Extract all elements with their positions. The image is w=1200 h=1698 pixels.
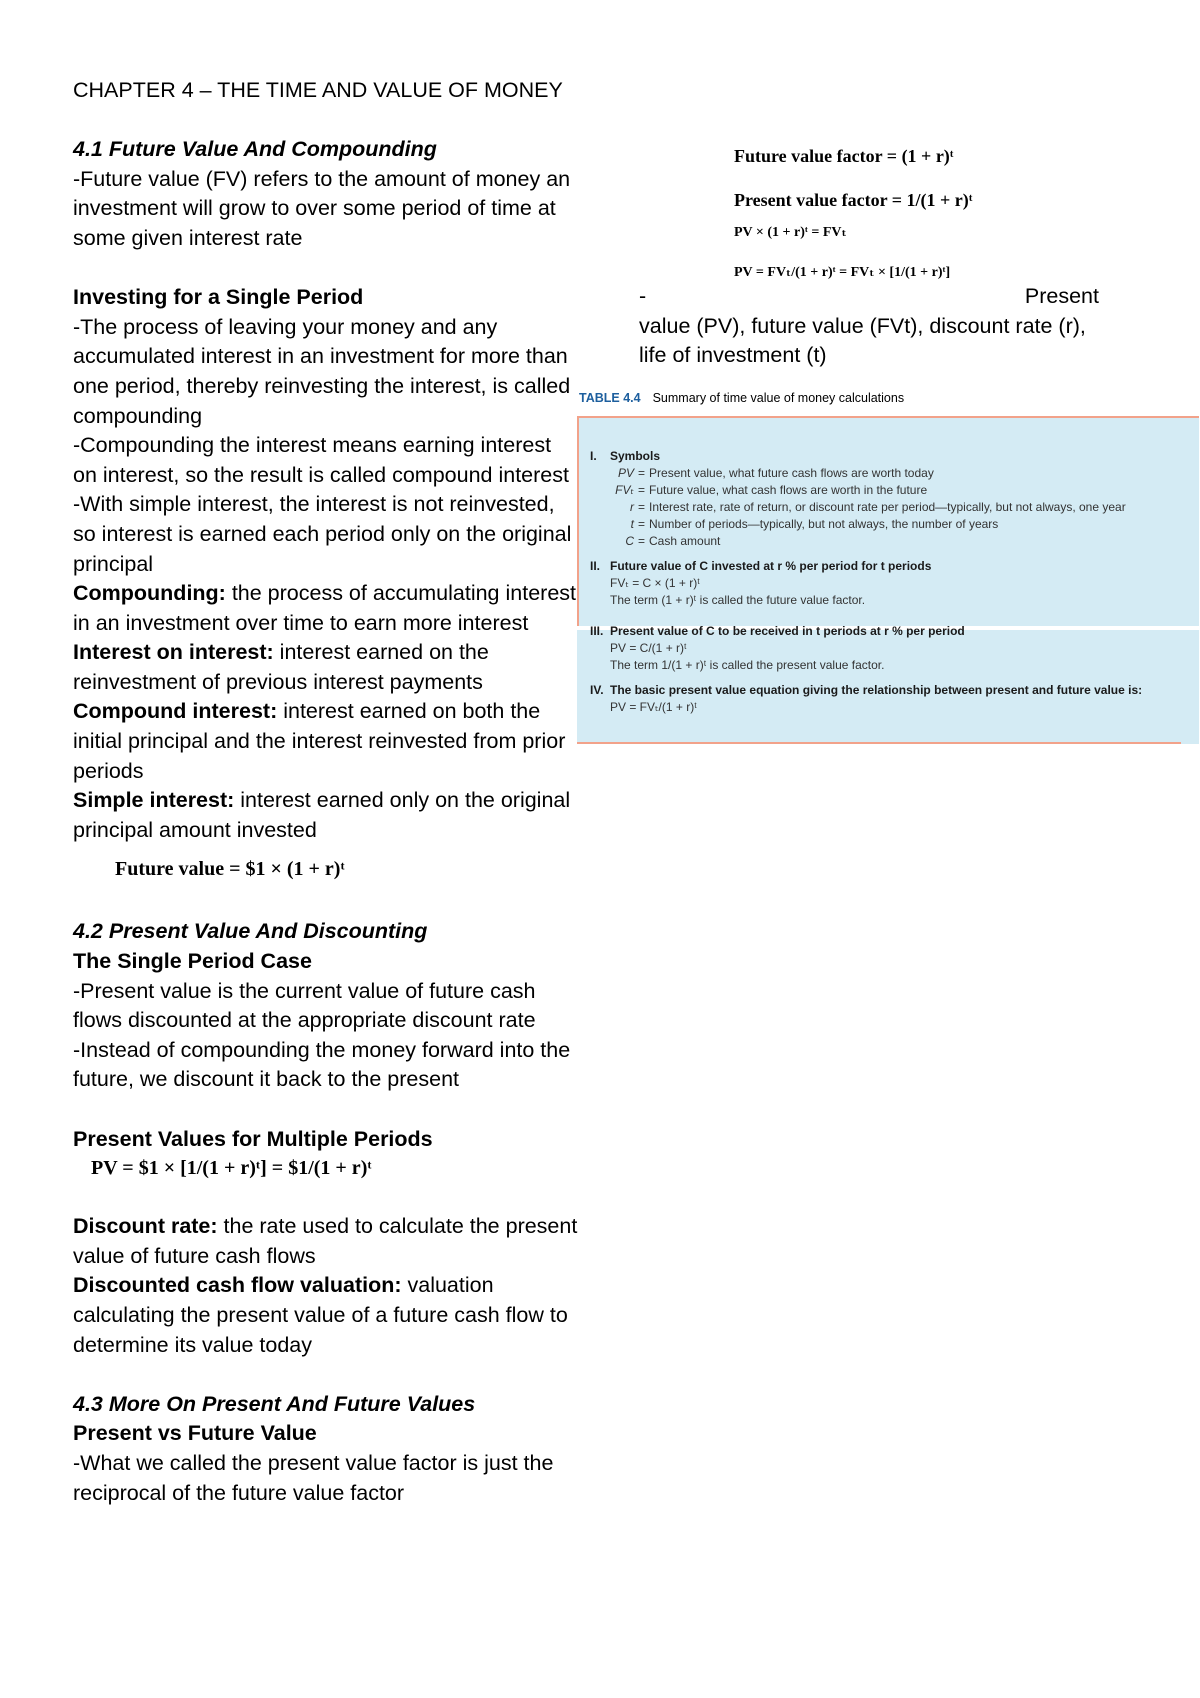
table-section-title: Symbols: [610, 449, 661, 463]
definition: [73, 786, 578, 845]
paragraph: -With simple interest, the interest is not reinvested, so interest is earned each period only on the original principal: [73, 492, 572, 576]
section-heading-4-2: 4.2 Present Value And Discounting: [73, 919, 428, 944]
table-border: [577, 416, 579, 628]
definition-text: valuation calculating the present value of a future cash flow to determine its value today: [73, 1273, 568, 1357]
section-heading-4-1: 4.1 Future Value And Compounding: [73, 137, 437, 162]
paragraph: -What we called the present value factor is just the reciprocal of the future value factor: [73, 1450, 554, 1505]
definition-text: the process of accumulating interest in an investment over time to earn more interest: [73, 581, 576, 635]
symbol-row: r = Interest rate, rate of return, or discount rate per period—typically, but not always, one year: [630, 500, 1126, 514]
table-section-title: The basic present value equation giving the relationship between present and future value is:: [610, 683, 1143, 697]
definition: [73, 697, 578, 786]
roman-numeral: III.: [590, 624, 604, 638]
symbol-row: t = Number of periods—typically, but not always, the number of years: [630, 517, 999, 531]
definition-text: interest earned on the reinvestment of previous interest payments: [73, 640, 489, 694]
paragraph: -The process of leaving your money and any accumulated interest in an investment for more than one period, thereby reinvesting the interest, is called compounding: [73, 314, 571, 428]
definition-term: Discounted cash flow valuation:: [73, 1273, 402, 1298]
definition-text: the rate used to calculate the present value of future cash flows: [73, 1214, 578, 1268]
subheading-present-vs-future: Present vs Future Value: [73, 1421, 317, 1446]
table-border: [577, 742, 1181, 744]
roman-numeral: IV.: [590, 683, 604, 697]
table-equation: PV = C/(1 + r)ᵗ: [610, 641, 687, 655]
table-section-title: Future value of C invested at r % per period for t periods: [610, 559, 932, 573]
note-text: value (PV), future value (FVt), discount rate (r), life of investment (t): [639, 313, 1086, 368]
definition-term: Compound interest:: [73, 699, 278, 724]
table-border: [577, 416, 1199, 418]
definition-term: Discount rate:: [73, 1214, 218, 1239]
definition-term: Interest on interest:: [73, 640, 274, 665]
table-caption-text: Summary of time value of money calculations: [652, 391, 905, 405]
symbol-row: FVₜ = Future value, what cash flows are worth in the future: [615, 483, 928, 497]
table-note: The term 1/(1 + r)ᵗ is called the present value factor.: [610, 658, 885, 672]
definition-term: Simple interest:: [73, 788, 235, 813]
table-section-title: Present value of C to be received in t periods at r % per period: [610, 624, 965, 638]
section-heading-4-3: 4.3 More On Present And Future Values: [73, 1391, 476, 1416]
table-equation: PV = FVₜ/(1 + r)ᵗ: [610, 700, 697, 714]
definition: [73, 1212, 578, 1271]
note-dash: -: [639, 284, 647, 308]
paragraph: -Present value is the current value of future cash flows discounted at the appropriate discount rate: [73, 978, 536, 1033]
present-value-formula: PV = $1 × [1/(1 + r)ᵗ] = $1/(1 + r)ᵗ: [91, 1157, 372, 1180]
pv-equation: PV = FVₜ/(1 + r)ᵗ = FVₜ × [1/(1 + r)ᵗ]: [734, 265, 951, 280]
variables-note: [639, 282, 1099, 371]
left-column: [73, 72, 578, 1508]
summary-table: [590, 448, 1190, 716]
definition: [73, 1271, 578, 1360]
subheading-multiple-periods: Present Values for Multiple Periods: [73, 1126, 433, 1151]
note-word: Present: [1024, 284, 1099, 308]
paragraph: -Future value (FV) refers to the amount of money an investment will grow to over some period of time at some given interest rate: [73, 166, 571, 250]
paragraph: -Instead of compounding the money forward into the future, we discount it back to the present: [73, 1037, 571, 1092]
roman-numeral: II.: [590, 559, 601, 573]
subheading-single-period-case: The Single Period Case: [73, 949, 312, 974]
chapter-title: CHAPTER 4 – THE TIME AND VALUE OF MONEY: [73, 78, 563, 102]
future-value-formula: Future value = $1 × (1 + r)ᵗ: [115, 858, 345, 881]
definition-text: interest earned on both the initial principal and the interest reinvested from prior periods: [73, 699, 566, 783]
definition: [73, 579, 578, 638]
fv-factor-formula: Future value factor = (1 + r)ᵗ: [734, 146, 954, 166]
table-equation: FVₜ = C × (1 + r)ᵗ: [610, 576, 700, 590]
symbol-row: C = Cash amount: [625, 534, 721, 548]
definition: [73, 638, 578, 697]
definition-text: interest earned only on the original principal amount invested: [73, 788, 571, 842]
pv-fv-equation: PV × (1 + r)ᵗ = FVₜ: [734, 225, 847, 240]
definition-term: Compounding:: [73, 581, 226, 606]
table-number: TABLE 4.4: [579, 391, 641, 405]
table-caption: [579, 391, 904, 405]
roman-numeral: I.: [590, 449, 597, 463]
pv-factor-formula: Present value factor = 1/(1 + r)ᵗ: [734, 190, 973, 210]
paragraph: -Compounding the interest means earning interest on interest, so the result is called compound interest: [73, 433, 569, 487]
subheading-single-period: Investing for a Single Period: [73, 285, 364, 310]
symbol-row: PV = Present value, what future cash flows are worth today: [617, 466, 934, 480]
table-note: The term (1 + r)ᵗ is called the future value factor.: [610, 593, 866, 607]
